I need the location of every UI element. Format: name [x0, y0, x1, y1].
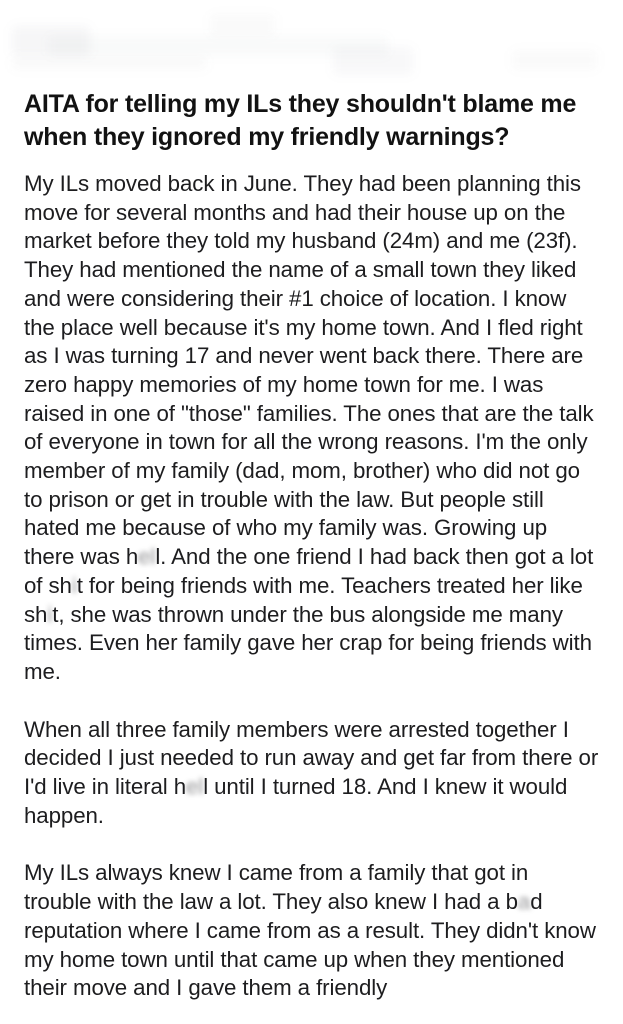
post-title: AITA for telling my ILs they shouldn't blame me when they ignored my friendly warnings? [24, 90, 577, 151]
censored-text: i [71, 572, 77, 598]
redacted-header [0, 0, 623, 88]
censored-text: i [47, 601, 53, 627]
post-body [24, 170, 599, 1003]
post-paragraph [24, 716, 599, 831]
paragraph-text: My ILs always knew I came from a family that got in trouble with the law a lot. They also knew I had a b [24, 860, 529, 915]
post-paragraph [24, 859, 599, 1003]
paragraph-text: l. And the one friend I had back then got a lot of sh [24, 544, 594, 598]
paragraph-text: d reputation where I came from as a result. They didn't know my home town until that came up when they mentioned their move and I gave them a friendly [24, 889, 596, 1001]
post-content [0, 88, 623, 1003]
paragraph-text: My ILs moved back in June. They had been planning this move for several months and had their house up on the market before they told my husband (24m) and me (23f). They had mentioned the name of a small town they liked and were considering their #1 choice of location. I know the place well because it's my home town. And I fled right as I was turning 17 and never went back there. There are zero happy memories of my home town for me. I was raised in one of "those" families. The ones that are the talk of everyone in town for all the wrong reasons. I'm the only member of my family (dad, mom, brother) who did not go to prison or get in trouble with the law. But people still hated me because of who my family was. Growing up there was h [24, 171, 594, 570]
redaction-smudge [12, 56, 207, 70]
redaction-smudge [512, 50, 597, 70]
censored-text: a [517, 889, 531, 915]
censored-text: el [186, 774, 204, 800]
paragraph-text: t, she was thrown under the bus alongside me many times. Even her family gave her crap for being friends with me. [24, 601, 592, 684]
redaction-smudge [333, 47, 413, 75]
redaction-smudge [210, 14, 275, 36]
paragraph-text: l until I turned 18. And I knew it would happen. [24, 774, 568, 828]
censored-text: el [138, 544, 156, 570]
paragraph-text: t for being friends with me. Teachers treated her like sh [24, 572, 583, 627]
paragraph-text: When all three family members were arrested together I decided I just needed to run away and get far from there or I'd live in literal h [24, 716, 599, 800]
post-paragraph [24, 170, 599, 687]
